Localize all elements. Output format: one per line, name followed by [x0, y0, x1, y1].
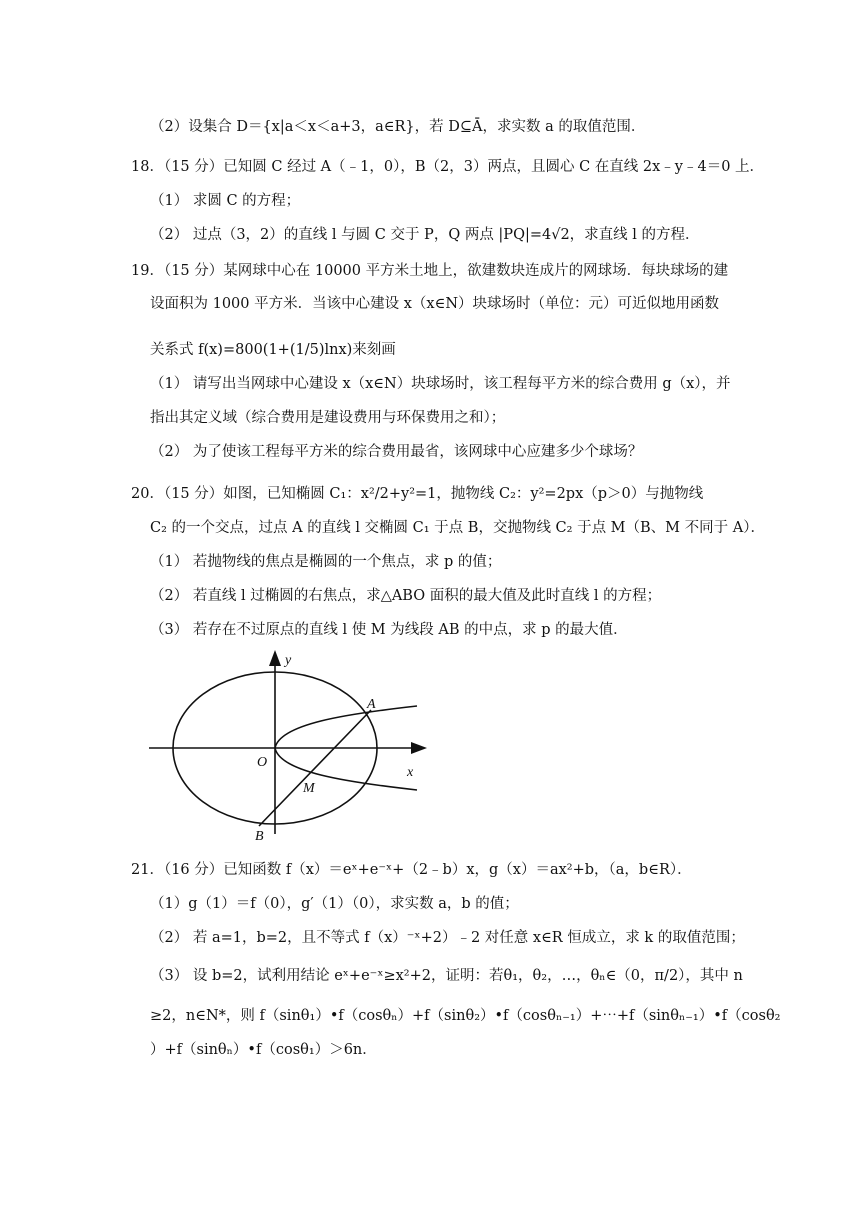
problem-17-part2: （2）设集合 D＝{x|a＜x＜a+3，a∈R}，若 D⊆Ā，求实数 a 的取值范围．	[150, 119, 646, 135]
label-M: M	[303, 781, 315, 796]
ellipse-parabola-figure	[145, 646, 435, 846]
problem-20-part3: （3） 若存在不过原点的直线 l 使 M 为线段 AB 的中点，求 p 的最大值．	[150, 622, 628, 638]
label-A: A	[367, 697, 376, 712]
label-x: x	[407, 765, 414, 780]
problem-18-part1: （1） 求圆 C 的方程；	[150, 193, 301, 209]
problem-20-part2: （2） 若直线 l 过椭圆的右焦点，求△ABO 面积的最大值及此时直线 l 的方程；	[150, 588, 662, 604]
problem-20-stem-line1: 20．（15 分）如图，已知椭圆 C₁：x²/2+y²=1，抛物线 C₂：y²=2px（p＞0）与抛物线	[131, 486, 704, 502]
label-O: O	[257, 755, 268, 770]
problem-18-stem: 18．（15 分）已知圆 C 经过 A（﹣1，0），B（2，3）两点，且圆心 C 在直线 2x﹣y﹣4＝0 上．	[131, 159, 765, 175]
problem-21-part2: （2） 若 a=1，b=2，且不等式 f（x）⁻ˣ+2）﹣2 对任意 x∈R 恒成立，求 k 的取值范围；	[150, 930, 745, 946]
problem-19-formula-line: 关系式 f(x)=800(1+(1/5)lnx)来刻画	[150, 342, 396, 358]
problem-19-stem-line1: 19．（15 分）某网球中心在 10000 平方米土地上，欲建数块连成片的网球场．每块球场的建	[131, 263, 729, 279]
problem-20-stem-line2: C₂ 的一个交点，过点 A 的直线 l 交椭圆 C₁ 于点 B，交抛物线 C₂ 于点 M（B、M 不同于 A）．	[150, 520, 765, 536]
problem-21-stem: 21．（16 分）已知函数 f（x）＝eˣ+e⁻ˣ+（2﹣b）x，g（x）＝ax²+b，（a，b∈R）．	[131, 862, 692, 878]
problem-19-part2: （2） 为了使该工程每平方米的综合费用最省，该网球中心应建多少个球场？	[150, 444, 643, 460]
problem-18-part2: （2） 过点（3，2）的直线 l 与圆 C 交于 P，Q 两点 |PQ|=4√2，求直线 l 的方程．	[150, 227, 700, 243]
y-axis-arrow	[269, 650, 281, 666]
label-B: B	[255, 829, 264, 844]
label-y: y	[285, 653, 292, 668]
x-axis-arrow	[411, 742, 427, 754]
problem-21-part1: （1）g（1）＝f（0），g′（1）（0），求实数 a，b 的值；	[150, 896, 519, 912]
problem-19-part1-line1: （1） 请写出当网球中心建设 x（x∈N）块球场时，该工程每平方米的综合费用 g（x），并	[150, 376, 731, 392]
problem-21-part3-line2: ≥2，n∈N*，则 f（sinθ₁）•f（cosθₙ）+f（sinθ₂）•f（cosθₙ₋₁）+⋯+f（sinθₙ₋₁）•f（cosθ₂	[150, 1008, 781, 1024]
problem-19-part1-line2: 指出其定义域（综合费用是建设费用与环保费用之和）；	[150, 410, 506, 426]
problem-19-stem-line2: 设面积为 1000 平方米．当该中心建设 x（x∈N）块球场时（单位：元）可近似地用函数	[150, 296, 720, 312]
problem-21-part3-line3: ）+f（sinθₙ）•f（cosθ₁）＞6n．	[150, 1042, 377, 1058]
problem-20-part1: （1） 若抛物线的焦点是椭圆的一个焦点，求 p 的值；	[150, 554, 502, 570]
problem-21-part3-line1: （3） 设 b=2，试利用结论 eˣ+e⁻ˣ≥x²+2，证明：若θ₁，θ₂，…，θₙ∈（0，π/2），其中 n	[150, 968, 743, 984]
